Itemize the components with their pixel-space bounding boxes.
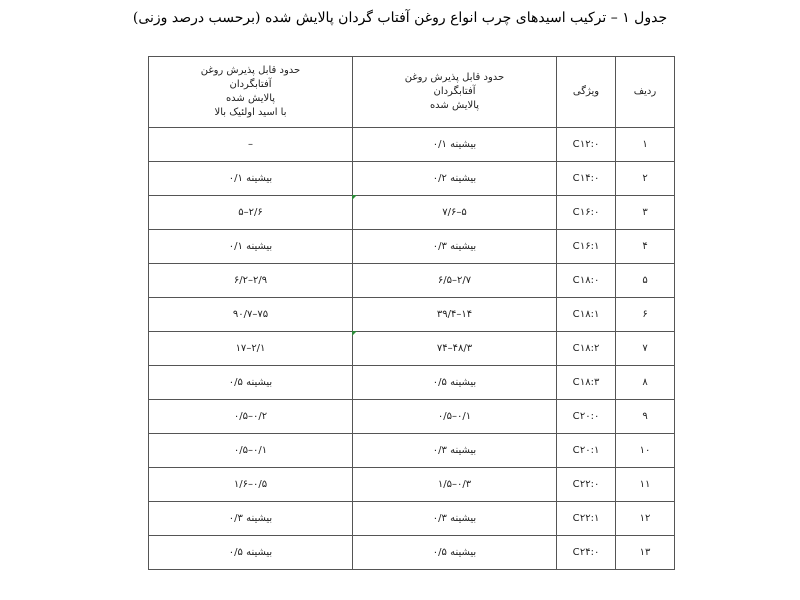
row-high-oleic-cell: ۷۵–۹۰/۷	[149, 298, 353, 332]
row-property-cell: C۱۸:۲	[557, 332, 616, 366]
row-standard-cell: ۴۸/۳–۷۴	[353, 332, 557, 366]
row-index-cell: ۳	[616, 196, 675, 230]
header-standard-line: حدود قابل پذیرش روغن	[404, 72, 505, 83]
table-row	[149, 128, 675, 162]
row-index-cell: ۱۰	[616, 434, 675, 468]
row-property-cell: C۱۴:۰	[557, 162, 616, 196]
row-index-cell: ۵	[616, 264, 675, 298]
row-high-oleic-cell: ۰/۵–۱/۶	[149, 468, 353, 502]
header-high-oleic-line: حدود قابل پذیرش روغن	[200, 65, 301, 76]
row-high-oleic-cell: ۰/۱–۰/۵	[149, 434, 353, 468]
row-standard-cell: بیشینه ۰/۳	[353, 230, 557, 264]
row-standard-cell: ۵–۷/۶	[353, 196, 557, 230]
row-standard-cell: بیشینه ۰/۱	[353, 128, 557, 162]
row-standard-cell: بیشینه ۰/۳	[353, 502, 557, 536]
row-index-cell: ۹	[616, 400, 675, 434]
table-body	[149, 128, 675, 570]
header-standard-limits	[353, 57, 557, 128]
row-index-cell: ۱۲	[616, 502, 675, 536]
row-standard-cell: بیشینه ۰/۳	[353, 434, 557, 468]
header-standard-line: پالایش شده	[429, 100, 480, 111]
row-property-cell: C۲۴:۰	[557, 536, 616, 570]
table-row	[149, 332, 675, 366]
table-row	[149, 162, 675, 196]
table-row	[149, 400, 675, 434]
row-standard-cell: ۰/۳–۱/۵	[353, 468, 557, 502]
row-index-cell: ۱۱	[616, 468, 675, 502]
row-high-oleic-cell: ۰/۲–۰/۵	[149, 400, 353, 434]
table-row	[149, 196, 675, 230]
row-index-cell: ۱۳	[616, 536, 675, 570]
row-high-oleic-cell: ۲/۹–۶/۲	[149, 264, 353, 298]
row-property-cell: C۲۲:۰	[557, 468, 616, 502]
header-index: ردیف	[616, 57, 675, 128]
row-property-cell: C۱۶:۱	[557, 230, 616, 264]
row-high-oleic-cell: –	[149, 128, 353, 162]
row-property-cell: C۱۸:۳	[557, 366, 616, 400]
row-high-oleic-cell: ۲/۱–۱۷	[149, 332, 353, 366]
table-row	[149, 468, 675, 502]
row-index-cell: ۱	[616, 128, 675, 162]
fatty-acid-table	[148, 56, 675, 570]
table-header-row	[149, 57, 675, 128]
row-high-oleic-cell: بیشینه ۰/۵	[149, 366, 353, 400]
row-index-cell: ۲	[616, 162, 675, 196]
table-row	[149, 536, 675, 570]
row-high-oleic-cell: بیشینه ۰/۵	[149, 536, 353, 570]
row-property-cell: C۲۰:۰	[557, 400, 616, 434]
row-standard-cell: بیشینه ۰/۵	[353, 366, 557, 400]
row-index-cell: ۴	[616, 230, 675, 264]
row-high-oleic-cell: بیشینه ۰/۱	[149, 230, 353, 264]
header-high-oleic-line: پالایش شده	[225, 93, 276, 104]
row-high-oleic-cell: بیشینه ۰/۳	[149, 502, 353, 536]
header-high-oleic-limits	[149, 57, 353, 128]
row-standard-cell: ۲/۷–۶/۵	[353, 264, 557, 298]
row-property-cell: C۲۲:۱	[557, 502, 616, 536]
table-row	[149, 264, 675, 298]
row-index-cell: ۶	[616, 298, 675, 332]
row-property-cell: C۱۸:۱	[557, 298, 616, 332]
row-standard-cell: بیشینه ۰/۵	[353, 536, 557, 570]
row-property-cell: C۱۶:۰	[557, 196, 616, 230]
table-row	[149, 298, 675, 332]
row-property-cell: C۲۰:۱	[557, 434, 616, 468]
row-standard-cell: بیشینه ۰/۲	[353, 162, 557, 196]
table-row	[149, 502, 675, 536]
row-property-cell: C۱۸:۰	[557, 264, 616, 298]
row-index-cell: ۸	[616, 366, 675, 400]
table-row	[149, 230, 675, 264]
table-row	[149, 434, 675, 468]
row-property-cell: C۱۲:۰	[557, 128, 616, 162]
row-high-oleic-cell: بیشینه ۰/۱	[149, 162, 353, 196]
header-high-oleic-line: آفتابگردان	[229, 79, 272, 90]
table-row	[149, 366, 675, 400]
header-property: ویژگی	[557, 57, 616, 128]
header-standard-line: آفتابگردان	[433, 86, 476, 97]
row-standard-cell: ۰/۱–۰/۵	[353, 400, 557, 434]
row-high-oleic-cell: ۲/۶–۵	[149, 196, 353, 230]
header-high-oleic-line: با اسید اولئیک بالا	[214, 107, 287, 118]
table-caption: جدول ۱ – ترکیب اسیدهای چرب انواع روغن آفتاب گردان پالایش شده (برحسب درصد وزنی)	[132, 10, 668, 26]
row-standard-cell: ۱۴–۳۹/۴	[353, 298, 557, 332]
row-index-cell: ۷	[616, 332, 675, 366]
